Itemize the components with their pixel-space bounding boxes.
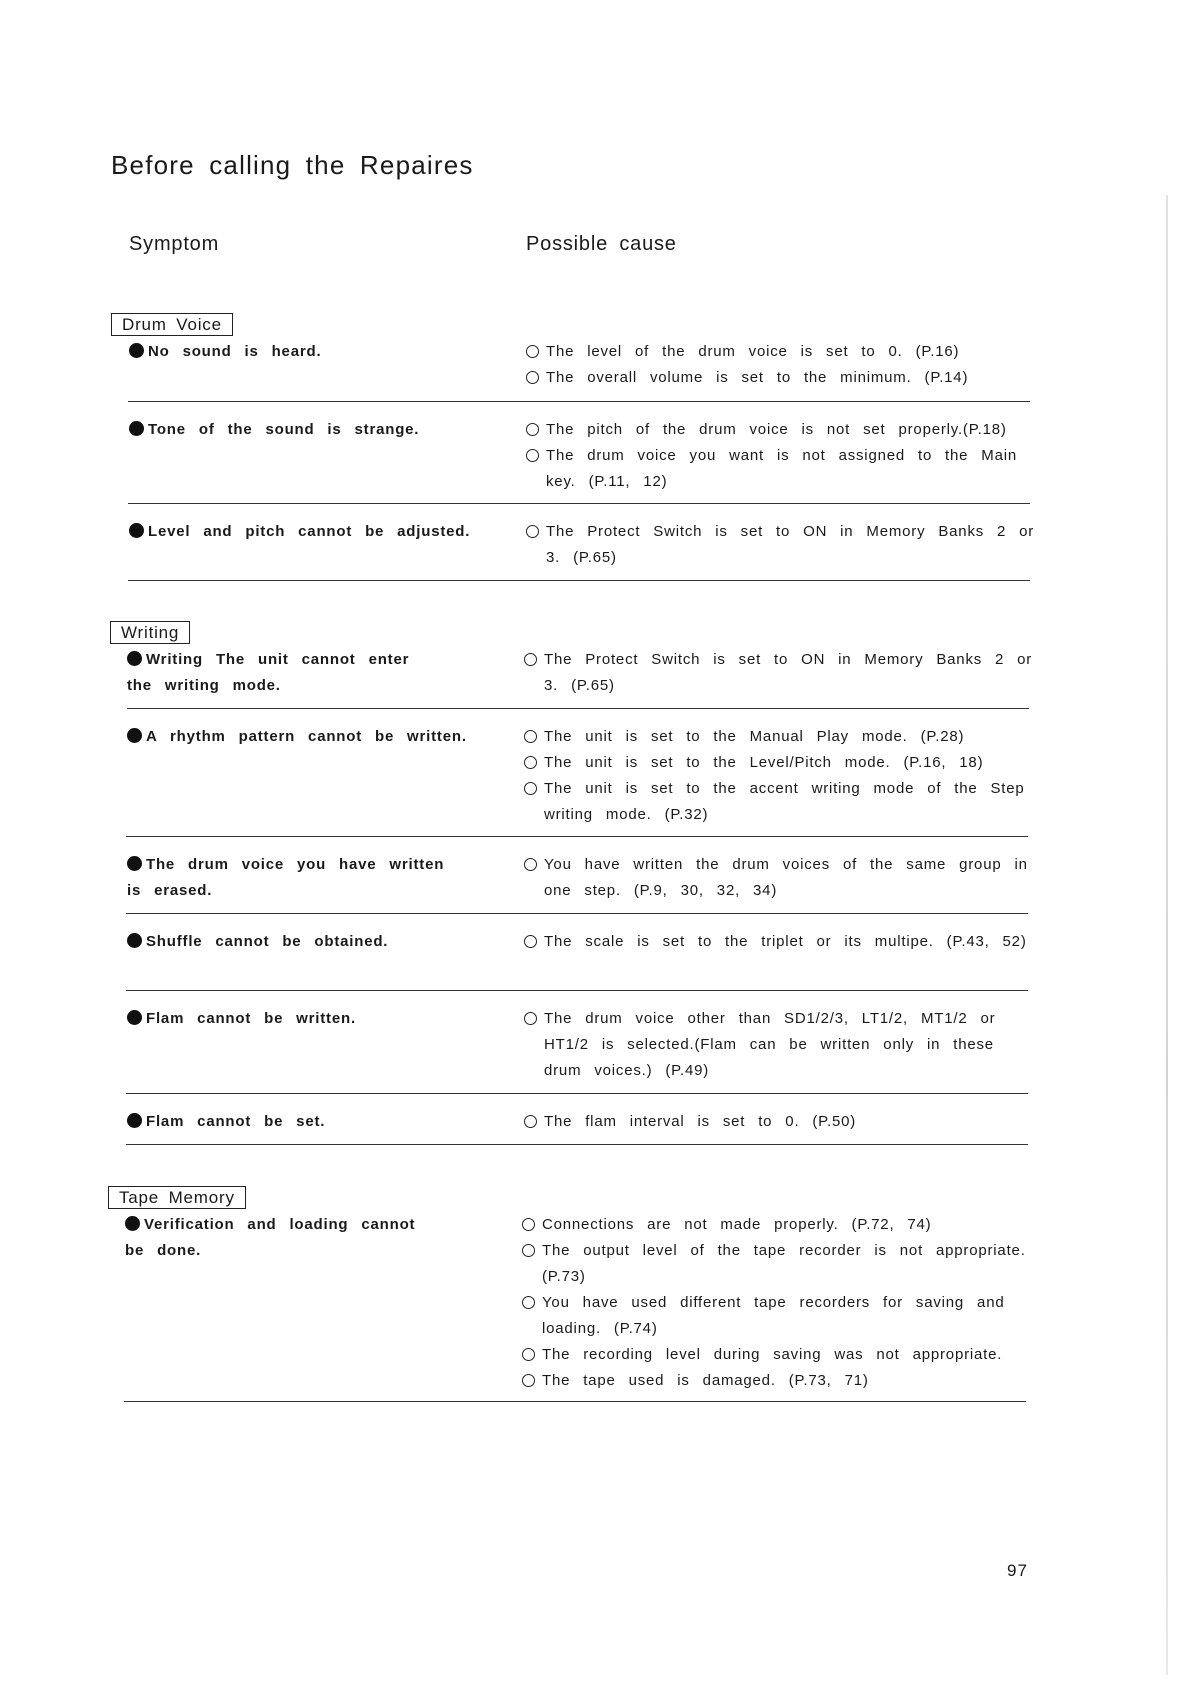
bullet-icon (127, 728, 142, 743)
symptom-item: Verification and loading cannot be done. (125, 1216, 416, 1259)
circle-icon (526, 423, 539, 436)
cause-list (526, 417, 1036, 495)
cause-list (524, 852, 1034, 904)
cause-item: The pitch of the drum voice is not set properly.(P.18) (526, 417, 1036, 443)
bullet-icon (129, 421, 144, 436)
section-label-tape-memory: Tape Memory (108, 1186, 246, 1209)
cause-item: The drum voice other than SD1/2/3, LT1/2, MT1/2 or HT1/2 is selected.(Flam can be written only in these drum voices.) (P.49) (524, 1006, 1034, 1084)
symptom-column-header: Symptom (129, 233, 220, 255)
circle-icon (526, 371, 539, 384)
cause-item: The Protect Switch is set to ON in Memory Banks 2 or 3. (P.65) (524, 647, 1034, 699)
symptom-item: Shuffle cannot be obtained. (127, 929, 388, 955)
bullet-icon (125, 1216, 140, 1231)
cause-item: You have written the drum voices of the same group in one step. (P.9, 30, 32, 34) (524, 852, 1034, 904)
bullet-icon (127, 856, 142, 871)
circle-icon (526, 345, 539, 358)
cause-item: The unit is set to the Level/Pitch mode. (P.16, 18) (524, 750, 1034, 776)
divider (128, 401, 1030, 402)
symptom-item: Writing The unit cannot enter the writing mode. (127, 651, 410, 694)
cause-list (524, 1006, 1034, 1084)
cause-list (524, 724, 1034, 828)
circle-icon (524, 935, 537, 948)
symptom-item: The drum voice you have written is erased. (127, 856, 445, 899)
cause-list (524, 647, 1034, 699)
circle-icon (524, 1115, 537, 1128)
symptom-item: Flam cannot be written. (127, 1006, 356, 1032)
cause-item: You have used different tape recorders for saving and loading. (P.74) (522, 1290, 1032, 1342)
divider (126, 1144, 1028, 1145)
circle-icon (526, 449, 539, 462)
divider (126, 1093, 1028, 1094)
cause-list (526, 339, 1036, 391)
bullet-icon (127, 651, 142, 666)
circle-icon (526, 525, 539, 538)
possible-cause-column-header: Possible cause (526, 233, 677, 255)
cause-list (524, 929, 1034, 955)
divider (126, 990, 1028, 991)
section-label-writing: Writing (110, 621, 190, 644)
cause-item: The Protect Switch is set to ON in Memory Banks 2 or 3. (P.65) (526, 519, 1036, 571)
divider (128, 580, 1030, 581)
bullet-icon (127, 1010, 142, 1025)
symptom-item: A rhythm pattern cannot be written. (127, 724, 467, 750)
cause-item: Connections are not made properly. (P.72, 74) (522, 1212, 1032, 1238)
cause-item: The recording level during saving was not appropriate. (522, 1342, 1032, 1368)
bullet-icon (129, 343, 144, 358)
symptom-item: Flam cannot be set. (127, 1109, 325, 1135)
divider (126, 913, 1028, 914)
cause-item: The unit is set to the accent writing mode of the Step writing mode. (P.32) (524, 776, 1034, 828)
circle-icon (524, 756, 537, 769)
page-edge-shadow (1166, 195, 1168, 1675)
divider (124, 1401, 1026, 1402)
circle-icon (522, 1296, 535, 1309)
cause-list (522, 1212, 1032, 1394)
symptom-item: No sound is heard. (129, 339, 321, 365)
section-label-drum-voice: Drum Voice (111, 313, 233, 336)
circle-icon (522, 1244, 535, 1257)
circle-icon (524, 653, 537, 666)
circle-icon (524, 730, 537, 743)
circle-icon (522, 1218, 535, 1231)
cause-list (524, 1109, 1034, 1135)
bullet-icon (127, 933, 142, 948)
cause-list (526, 519, 1036, 571)
page-number: 97 (1007, 1561, 1028, 1580)
divider (127, 708, 1029, 709)
cause-item: The overall volume is set to the minimum. (P.14) (526, 365, 1036, 391)
bullet-icon (129, 523, 144, 538)
cause-item: The flam interval is set to 0. (P.50) (524, 1109, 1034, 1135)
cause-item: The tape used is damaged. (P.73, 71) (522, 1368, 1032, 1394)
circle-icon (524, 782, 537, 795)
circle-icon (522, 1348, 535, 1361)
circle-icon (524, 858, 537, 871)
cause-item: The output level of the tape recorder is not appropriate. (P.73) (522, 1238, 1032, 1290)
symptom-item: Level and pitch cannot be adjusted. (129, 519, 470, 545)
page-title: Before calling the Repaires (111, 150, 474, 181)
cause-item: The scale is set to the triplet or its multipe. (P.43, 52) (524, 929, 1034, 955)
circle-icon (522, 1374, 535, 1387)
divider (128, 503, 1030, 504)
symptom-item: Tone of the sound is strange. (129, 417, 419, 443)
bullet-icon (127, 1113, 142, 1128)
cause-item: The level of the drum voice is set to 0. (P.16) (526, 339, 1036, 365)
circle-icon (524, 1012, 537, 1025)
cause-item: The unit is set to the Manual Play mode. (P.28) (524, 724, 1034, 750)
divider (126, 836, 1028, 837)
cause-item: The drum voice you want is not assigned to the Main key. (P.11, 12) (526, 443, 1036, 495)
